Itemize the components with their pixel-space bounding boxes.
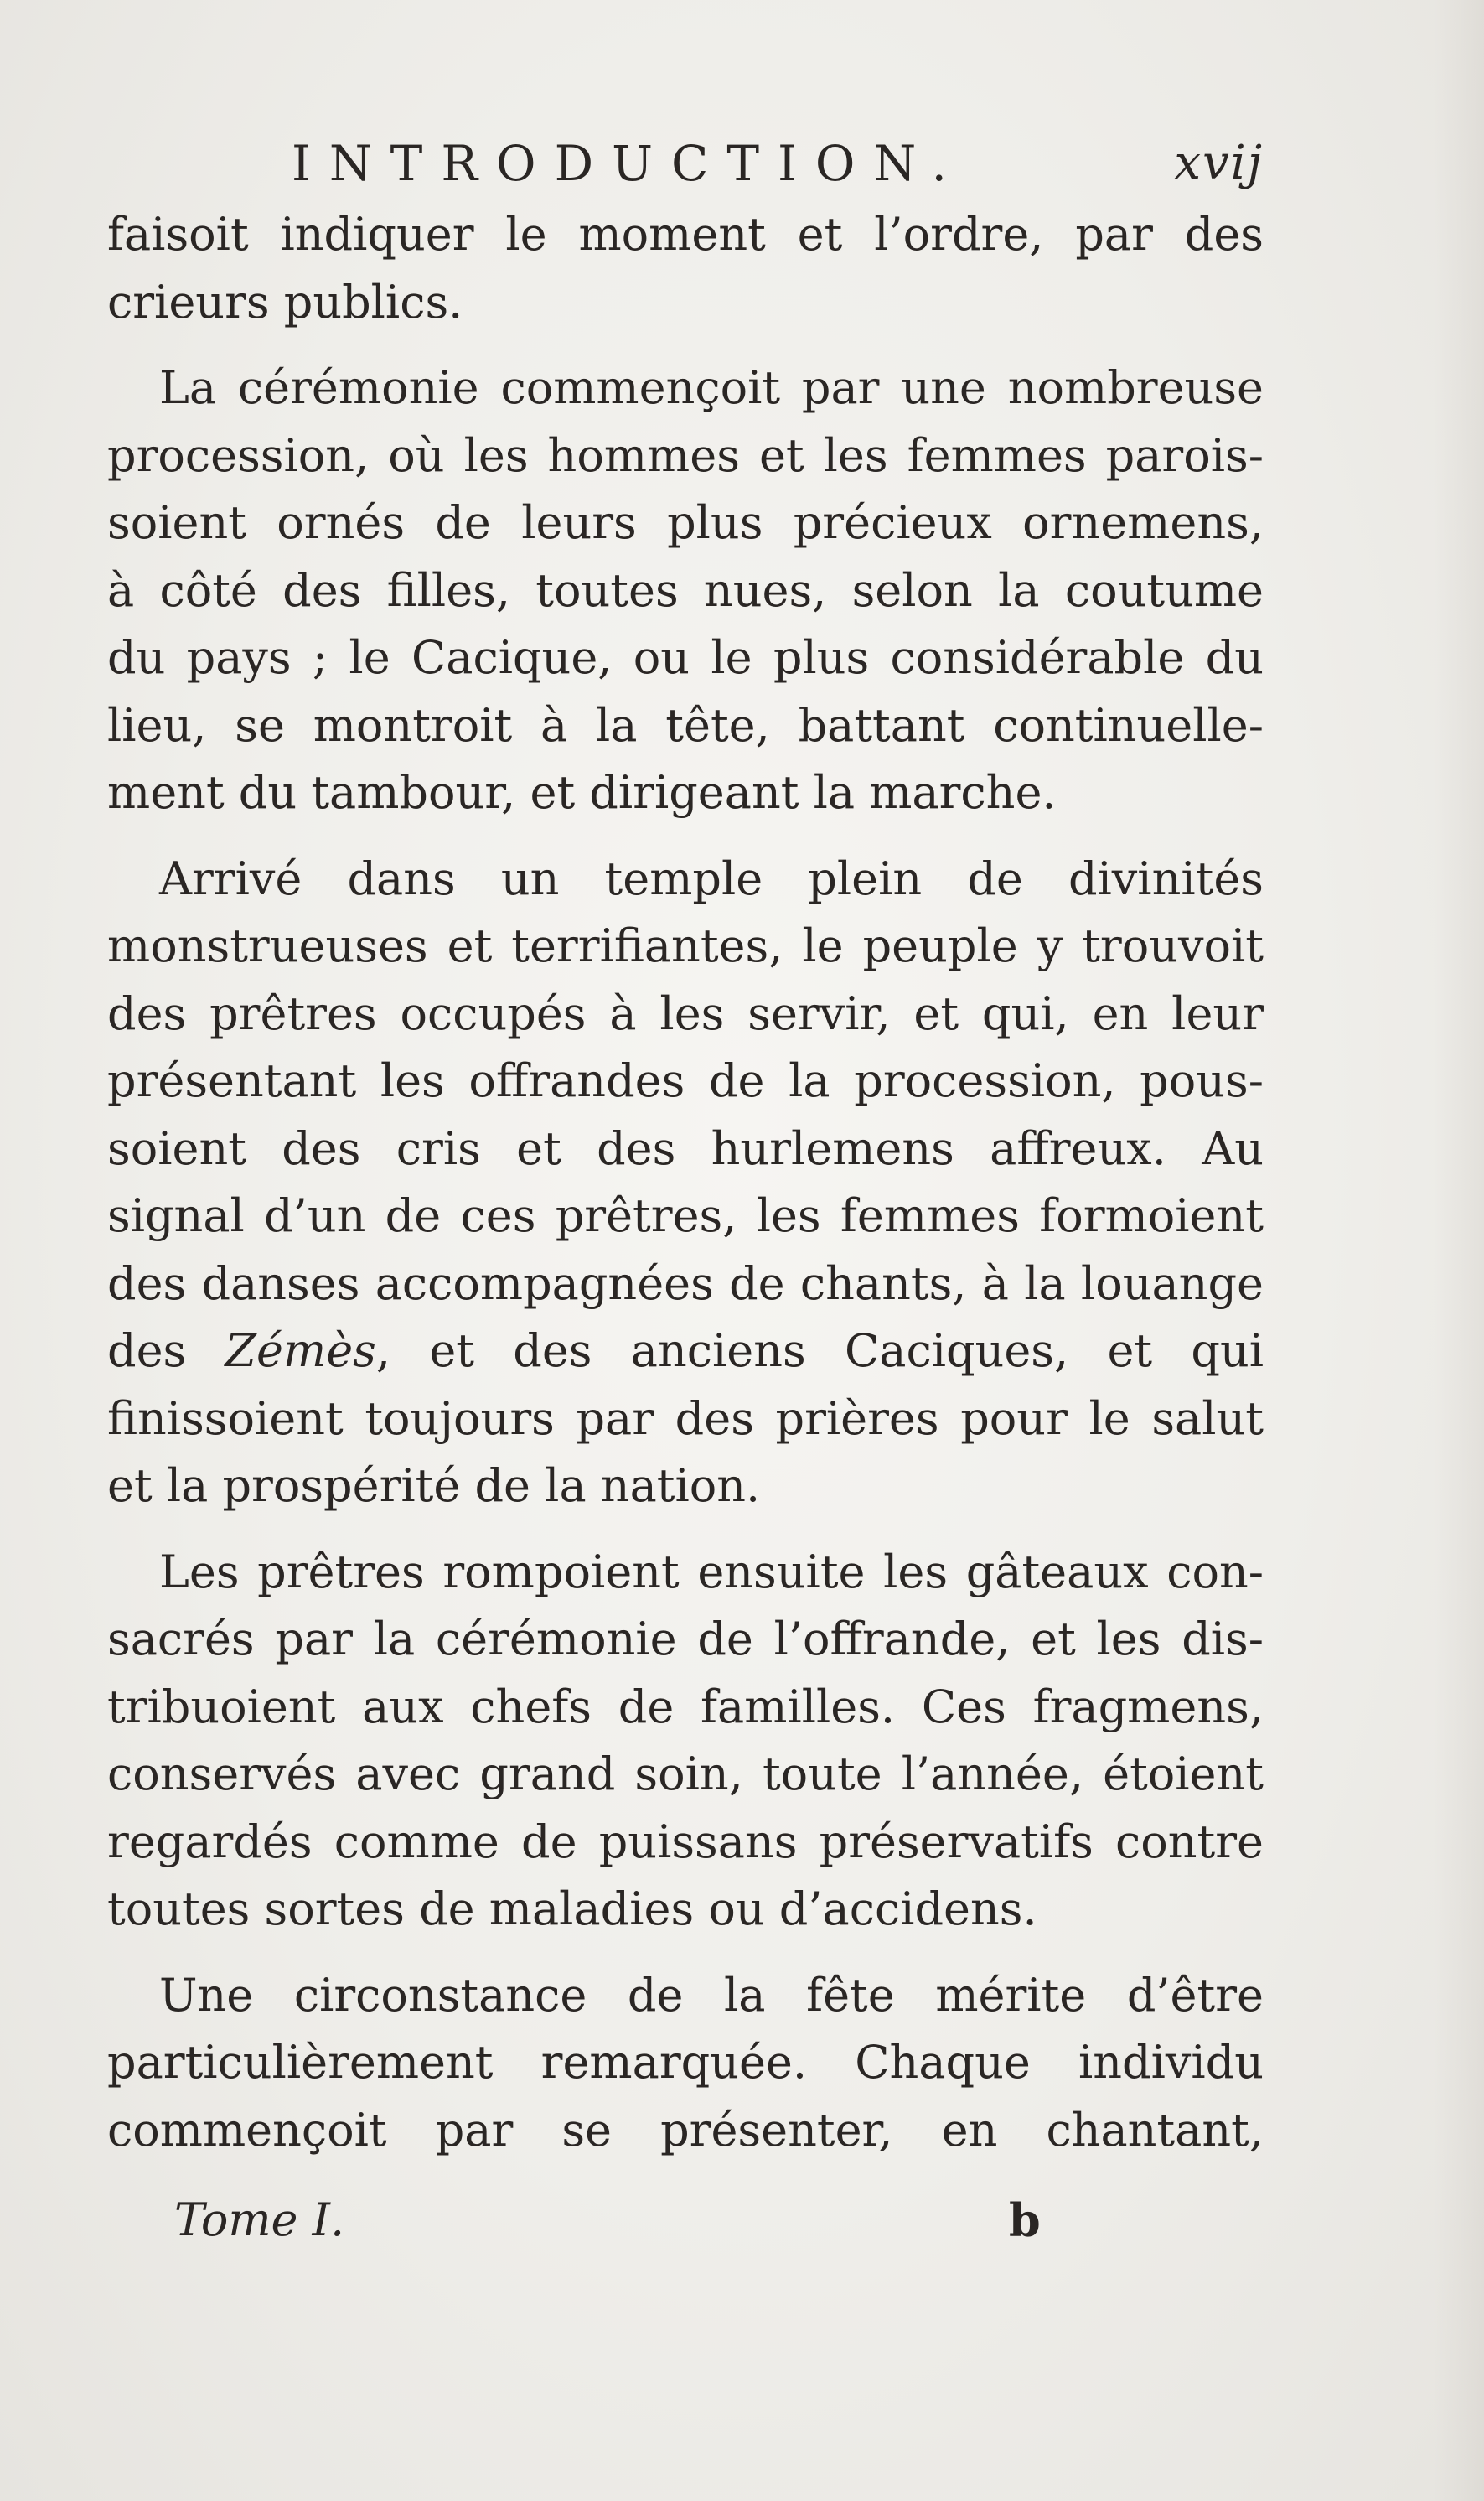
- text-line-end: , et des anciens Caciques, et qui: [375, 1324, 1264, 1377]
- text-line: du pays ; le Cacique, ou le plus considérable du: [107, 631, 1264, 684]
- text-line: présentant les offrandes de la procession, pous-: [107, 1054, 1264, 1107]
- text-line: monstrueuses et terrifiantes, le peuple y trouvoit: [107, 919, 1264, 972]
- page-edge-shadow: [1434, 0, 1484, 2501]
- text-line: des prêtres occupés à les servir, et qui, en leur: [107, 986, 1264, 1040]
- signature-mark: b: [1009, 2193, 1041, 2247]
- text-line: à côté des filles, toutes nues, selon la coutume: [107, 563, 1264, 617]
- text-line: [107, 1318, 1264, 1385]
- paragraph: [107, 1962, 1264, 2165]
- paragraph: [107, 201, 1264, 336]
- text-line: et la prospérité de la nation.: [107, 1459, 761, 1512]
- italic-term: Zémès: [225, 1324, 376, 1377]
- text-line: commençoit par se présenter, en chantant,: [107, 2103, 1264, 2157]
- text-line: Une circonstance de la fête mérite d’être: [159, 1968, 1264, 2022]
- text-line: soient ornés de leurs plus précieux ornemens,: [107, 496, 1264, 549]
- text-line: faisoit indiquer le moment et l’ordre, par des: [107, 208, 1264, 261]
- text-line: conservés avec grand soin, toute l’année, étoient: [107, 1748, 1264, 1800]
- text-line: regardés comme de puissans préservatifs contre: [107, 1815, 1264, 1868]
- text-line: tribuoient aux chefs de familles. Ces fragmens,: [107, 1680, 1264, 1733]
- paragraph: [107, 846, 1264, 1520]
- text-line: lieu, se montroit à la tête, battant continuelle-: [107, 698, 1264, 752]
- text-line: particulièrement remarquée. Chaque individu: [107, 2036, 1264, 2089]
- text-line: La cérémonie commençoit par une nombreuse: [159, 361, 1264, 414]
- text-line: toutes sortes de maladies ou d’accidens.: [107, 1882, 1037, 1935]
- running-head: [107, 126, 1264, 201]
- text-line: finissoient toujours par des prières pour le salut: [107, 1391, 1264, 1445]
- text-line: Arrivé dans un temple plein de divinités: [159, 852, 1264, 905]
- text-line: soient des cris et des hurlemens affreux. Au: [107, 1121, 1264, 1175]
- text-line: sacrés par la cérémonie de l’offrande, et les dis-: [107, 1613, 1264, 1665]
- text-line: Les prêtres rompoient ensuite les gâteaux con-: [159, 1545, 1264, 1598]
- volume-label: Tome I.: [174, 2193, 345, 2246]
- paragraph: [107, 1539, 1264, 1944]
- text-line: ment du tambour, et dirigeant la marche.: [107, 766, 1057, 819]
- text-line: crieurs publics.: [107, 275, 463, 329]
- text-line: procession, où les hommes et les femmes parois-: [107, 428, 1264, 482]
- paragraph: [107, 355, 1264, 827]
- text-line: signal d’un de ces prêtres, les femmes formoient: [107, 1189, 1264, 1242]
- page-number: xvij: [1174, 136, 1264, 190]
- text-line: des danses accompagnées de chants, à la louange: [107, 1256, 1264, 1310]
- page-footer: [107, 2183, 1264, 2258]
- text-block: [107, 126, 1264, 2258]
- text-line-start: des: [107, 1324, 225, 1377]
- running-head-title: INTRODUCTION.: [292, 135, 965, 192]
